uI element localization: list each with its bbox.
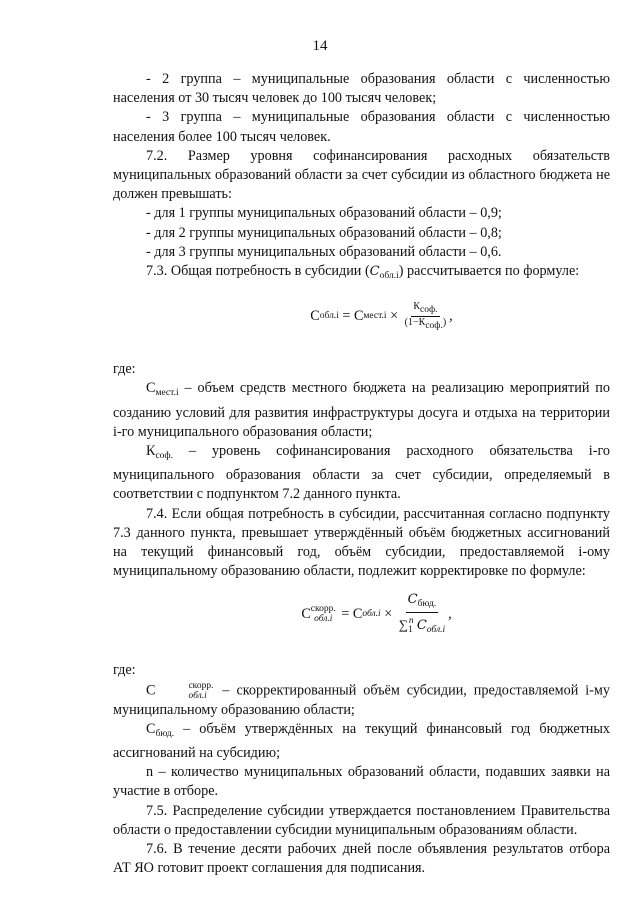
definition-k-sof: $К_{соф.}$ – уровень софинансирования расходного обязательства i-го муниципального образования области за счет субсидии, определяемый в соответствии с подпунктом 7.2 данного пункта.	[113, 443, 610, 503]
document-body	[113, 70, 610, 879]
paragraph-7-6: 7.6. В течение десяти рабочих дней после объявления результатов отбора АТ ЯО готовит проект соглашения для подписания.	[113, 841, 610, 877]
fraction-sof: $\frac{\text{Ксоф.}}{\text{(1−Ксоф.)}}$	[404, 300, 447, 331]
list-item-group-1: - для 1 группы муниципальных образований области – 0,9;	[146, 205, 502, 222]
definition-c-byud: $С_{бюд.}$ – объём утверждённых на текущий финансовый год бюджетных ассигнований на субсидию;	[113, 720, 610, 762]
paragraph-7-3: 7.3. Общая потребность в субсидии $(C_{обл.i})$ рассчитывается по формуле:	[146, 263, 580, 282]
paragraph-7-4: 7.4. Если общая потребность в субсидии, рассчитанная согласно подпункту 7.3 данного пункта, превышает утверждённый объём бюджетных ассигнований на текущий финансовый год, объём субсидии, предоставляемой i-ому муниципальному образованию области, подлежит корректировке по формуле:	[113, 505, 610, 580]
list-item-group-3: - для 3 группы муниципальных образований области – 0,6.	[146, 243, 502, 260]
formula-total-need: С обл.i = С мест.i × $\frac{\text{Ксоф.}}{\text{(1−Ксоф.)}}$ ,	[310, 300, 453, 331]
where-label-1: где:	[113, 361, 136, 378]
definition-c-skorr: С скорр. обл.i – скорректированный объём субсидии, предоставляемой i-му муниципальному образованию области;	[113, 680, 610, 718]
list-item-group-2: - для 2 группы муниципальных образований области – 0,8;	[146, 224, 502, 241]
formula-corrected-subsidy: С скорр. обл.i = С обл.i × $\frac{C_{бюд.}}{\sum_1^n C_{обл.i}}$ ,	[113, 581, 610, 647]
where-label-2: где:	[113, 662, 136, 679]
fraction-byud: $\frac{C_{бюд.}}{\sum_1^n C_{обл.i}}$	[398, 591, 446, 635]
page-number: 14	[312, 38, 328, 54]
paragraph-group-2: - 2 группа – муниципальные образования области с численностью населения от 30 тысяч человек до 100 тысяч человек;	[113, 71, 610, 107]
definition-c-mest: $С_{мест.i}$ – объем средств местного бюджета на реализацию мероприятий по созданию условий для развития инфраструктуры досуга и отдыха на территории i-го муниципального образования области;	[113, 380, 610, 440]
paragraph-group-3: - 3 группа – муниципальные образования области с численностью населения более 100 тысяч человек.	[113, 109, 610, 145]
paragraph-7-2: 7.2. Размер уровня софинансирования расходных обязательств муниципальных образований области за счет субсидии из областного бюджета не должен превышать:	[113, 147, 610, 203]
definition-n: n – количество муниципальных образований области, подавших заявки на участие в отборе.	[113, 764, 610, 800]
paragraph-7-5: 7.5. Распределение субсидии утверждается постановлением Правительства области о предоставлении субсидии муниципальным образованиям области.	[113, 802, 610, 838]
